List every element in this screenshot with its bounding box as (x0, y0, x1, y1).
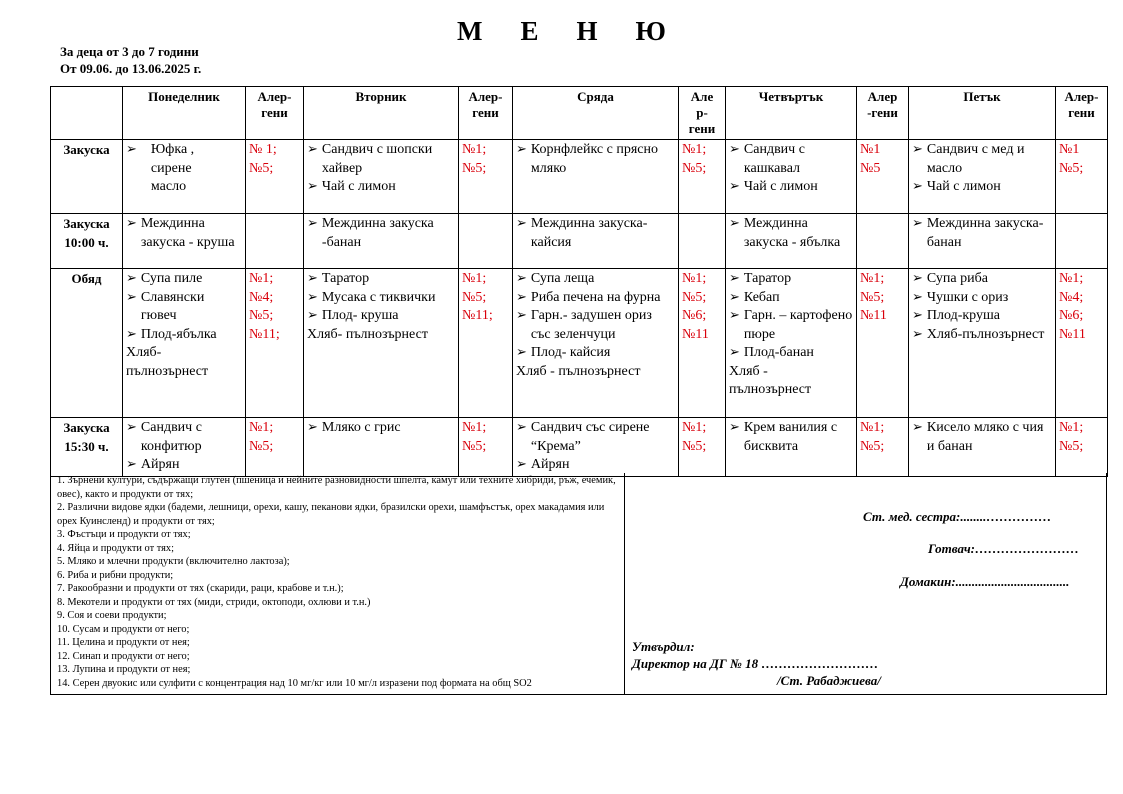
legend-item: 13. Лупина и продукти от нея; (57, 664, 191, 675)
legend-item: 3. Фъстъци и продукти от тях; (57, 529, 191, 540)
arrow-bullet-icon (307, 307, 318, 326)
arrow-bullet-icon (912, 215, 923, 252)
menu-cell (123, 269, 246, 418)
arrow-bullet-icon (307, 215, 318, 252)
menu-cell (513, 140, 679, 214)
allergen-cell (679, 214, 726, 269)
menu-item-text: Славянски гювеч (140, 289, 205, 323)
arrow-bullet-icon (729, 419, 740, 456)
menu-cell (513, 214, 679, 269)
legend-item: 10. Сусам и продукти от него; (57, 623, 190, 635)
page-title: МЕНЮ (457, 16, 704, 46)
allergen-cell: №1 №5 (857, 140, 909, 214)
arrow-bullet-icon (516, 456, 527, 475)
menu-item-text: Супа риба (926, 271, 988, 286)
director-signature: Директор на ДГ № 18 ……………………… (632, 656, 879, 671)
menu-item-text: Сандвич със сирене “Крема” (530, 420, 650, 454)
menu-item-text: Хляб-пълнозърнест (926, 326, 1045, 342)
arrow-bullet-icon (912, 307, 923, 326)
menu-item-text: Риба печена на фурна (530, 289, 661, 305)
menu-item (126, 419, 242, 456)
arrow-bullet-icon (307, 141, 318, 178)
menu-item-text: Сандвич с шопски хайвер (321, 142, 433, 176)
menu-item (126, 326, 242, 345)
menu-item-text: Междинна закуска - круша (140, 216, 235, 250)
menu-item-text: Сандвич с конфитюр (140, 420, 202, 454)
age-group-subtitle: За деца от 3 до 7 години (60, 44, 199, 59)
header-thursday: Четвъртък (726, 87, 857, 140)
header-allergens-monday: Алер- гени (246, 87, 304, 140)
meal-row (51, 418, 1108, 477)
meal-row (51, 140, 1108, 214)
arrow-bullet-icon (307, 178, 318, 197)
menu-item (729, 178, 853, 197)
legend-item: 9. Соя и соеви продукти; (57, 610, 167, 621)
menu-cell (726, 418, 857, 477)
meal-row (51, 269, 1108, 418)
menu-item (516, 419, 675, 456)
menu-table (50, 86, 1108, 477)
menu-item-text: Юфка , сирене масло (150, 142, 195, 194)
menu-item-text: Таратор (743, 271, 792, 286)
menu-item-text: Чай с лимон (321, 179, 396, 194)
meal-label: Обяд (51, 269, 123, 418)
menu-item (516, 307, 675, 344)
menu-item-text: Плод-банан (743, 345, 814, 360)
menu-item-text: Плод-круша (926, 308, 1000, 323)
allergen-cell: №1; №5; (857, 418, 909, 477)
menu-cell (304, 269, 459, 418)
menu-item-tail: Хляб - пълнозърнест (729, 363, 812, 397)
legend-item: 14. Серен двуокис или сулфити с концентрация над 10 мг/кг или 10 мг/л изразени под формата на общ SO2 (57, 677, 532, 689)
allergen-cell: №1; №5; №6; №11 (679, 269, 726, 418)
legend-item: 5. Мляко и млечни продукти (включително лактоза); (57, 556, 290, 567)
menu-cell (726, 214, 857, 269)
menu-item-text: Супа пиле (140, 271, 203, 286)
menu-cell (909, 140, 1056, 214)
footer-section (50, 473, 1107, 695)
meal-row (51, 214, 1108, 269)
menu-item (729, 270, 853, 289)
arrow-bullet-icon (912, 141, 923, 178)
menu-item (126, 289, 242, 326)
menu-item (912, 326, 1052, 345)
allergen-cell: №1; №5; (246, 418, 304, 477)
menu-item (516, 215, 675, 252)
menu-item (126, 141, 242, 197)
menu-cell (726, 269, 857, 418)
menu-item-text: Сандвич с мед и масло (926, 142, 1025, 176)
header-allergens-thursday: Алер -гени (857, 87, 909, 140)
allergen-cell: №1; №5; (679, 418, 726, 477)
arrow-bullet-icon (729, 270, 740, 289)
menu-item-text: Чушки с ориз (926, 289, 1009, 305)
menu-item (126, 215, 242, 252)
arrow-bullet-icon (516, 289, 527, 308)
arrow-bullet-icon (912, 289, 923, 308)
legend-item: 1. Зърнени култури, съдържащи глутен (пшеница и нейните разновидности шпелта, камут или техните хибриди, ръж, ечемик, овес), както и продукти от тях; (57, 475, 616, 500)
nurse-signature: Ст. мед. сестра:........…………… (863, 509, 1052, 524)
arrow-bullet-icon (126, 419, 137, 456)
menu-item-text: Корнфлейкс с прясно мляко (530, 142, 658, 176)
allergen-cell: №1; №4; №5; №11; (246, 269, 304, 418)
allergen-legend (51, 473, 625, 694)
director-name: /Ст. Рабаджиева/ (777, 673, 881, 688)
meal-label: Закуска (51, 140, 123, 214)
menu-item-text: Гарн. – картофено пюре (743, 308, 853, 342)
header-wednesday: Сряда (513, 87, 679, 140)
menu-item-text: Супа леща (530, 271, 595, 286)
menu-item-text: Крем ванилия с бисквита (743, 420, 838, 454)
menu-item-text: Плод- круша (321, 308, 399, 323)
menu-item (516, 456, 675, 475)
allergen-cell: №1; №4; №6; №11 (1056, 269, 1108, 418)
arrow-bullet-icon (126, 289, 137, 326)
allergen-cell: № 1; №5; (246, 140, 304, 214)
allergen-cell (459, 214, 513, 269)
menu-item (912, 178, 1052, 197)
menu-item (912, 419, 1052, 456)
menu-item (516, 270, 675, 289)
menu-item-text: Кебап (743, 289, 780, 305)
menu-item (307, 215, 455, 252)
menu-item (126, 456, 242, 475)
legend-item: 12. Синап и продукти от него; (57, 650, 190, 662)
allergen-cell: №1; №5; (1056, 418, 1108, 477)
menu-item-text: Плод- кайсия (530, 345, 611, 360)
allergen-cell (857, 214, 909, 269)
menu-item (729, 307, 853, 344)
arrow-bullet-icon (126, 270, 137, 289)
date-range-subtitle: От 09.06. до 13.06.2025 г. (60, 61, 202, 76)
menu-item-text: Междинна закуска -банан (321, 216, 434, 250)
menu-item (307, 419, 455, 438)
menu-item (729, 215, 853, 252)
menu-item (729, 141, 853, 178)
header-allergens-tuesday: Алер- гени (459, 87, 513, 140)
menu-cell (304, 140, 459, 214)
menu-item (307, 178, 455, 197)
menu-item-text: Мусака с тиквички (321, 289, 436, 305)
header-allergens-friday: Алер- гени (1056, 87, 1108, 140)
menu-item (912, 270, 1052, 289)
menu-item-text: Мляко с грис (321, 420, 401, 435)
menu-item-text: Кисело мляко с чия и банан (926, 420, 1044, 454)
menu-item-text: Таратор (321, 271, 370, 286)
menu-item-text: Айрян (140, 457, 180, 472)
menu-item (729, 289, 853, 308)
menu-item (307, 270, 455, 289)
menu-cell (909, 418, 1056, 477)
arrow-bullet-icon (912, 419, 923, 456)
menu-cell (513, 418, 679, 477)
arrow-bullet-icon (912, 178, 923, 197)
legend-item: 8. Мекотели и продукти от тях (миди, стриди, октоподи, охлюви и т.н.) (57, 596, 371, 608)
menu-item-text: Чай с лимон (743, 179, 818, 194)
menu-item (729, 344, 853, 363)
arrow-bullet-icon (126, 326, 137, 345)
menu-item-text: Айрян (530, 457, 570, 472)
legend-item: 4. Яйца и продукти от тях; (57, 542, 175, 554)
arrow-bullet-icon (516, 141, 527, 178)
header-tuesday: Вторник (304, 87, 459, 140)
legend-item: 7. Ракообразни и продукти от тях (скариди, раци, крабове и т.н.); (57, 583, 344, 594)
allergen-cell: №1; №5; №11; (459, 269, 513, 418)
menu-item (516, 344, 675, 363)
meal-label: Закуска 10:00 ч. (51, 214, 123, 269)
meal-label: Закуска 15:30 ч. (51, 418, 123, 477)
arrow-bullet-icon (307, 270, 318, 289)
corner-cell (51, 87, 123, 140)
header-allergens-wednesday: Але р- гени (679, 87, 726, 140)
arrow-bullet-icon (729, 178, 740, 197)
menu-cell (909, 214, 1056, 269)
arrow-bullet-icon (126, 215, 137, 252)
menu-item (729, 419, 853, 456)
menu-item-text: Междинна закуска-банан (926, 216, 1044, 250)
menu-cell (726, 140, 857, 214)
menu-item-text: Плод-ябълка (140, 326, 217, 342)
menu-item (912, 215, 1052, 252)
arrow-bullet-icon (729, 344, 740, 363)
allergen-cell: №1 №5; (1056, 140, 1108, 214)
menu-item-text: Междинна закуска-кайсия (530, 216, 648, 250)
menu-cell (909, 269, 1056, 418)
menu-item (516, 289, 675, 308)
menu-item (912, 289, 1052, 308)
header-row (51, 87, 1108, 140)
menu-body (51, 140, 1108, 477)
arrow-bullet-icon (516, 344, 527, 363)
arrow-bullet-icon (516, 215, 527, 252)
menu-item (516, 141, 675, 178)
arrow-bullet-icon (126, 456, 137, 475)
legend-item: 2. Различни видове ядки (бадеми, лешници, орехи, кашу, пеканови ядки, бразилски орехи, шамфъстък, орех макадамия или орех Куинсленд) и продукти от тях; (57, 502, 605, 527)
arrow-bullet-icon (912, 270, 923, 289)
arrow-bullet-icon (307, 419, 318, 438)
menu-item-text: Чай с лимон (926, 179, 1001, 194)
legend-item: 11. Целина и продукти от нея; (57, 637, 190, 648)
menu-cell (123, 140, 246, 214)
approved-label: Утвърдил: (632, 639, 695, 654)
menu-item-text: Сандвич с кашкавал (743, 142, 805, 176)
menu-cell (123, 418, 246, 477)
legend-item: 6. Риба и рибни продукти; (57, 569, 174, 581)
menu-item (912, 307, 1052, 326)
menu-item-text: Междинна закуска - ябълка (743, 216, 841, 250)
allergen-cell: №1; №5; №11 (857, 269, 909, 418)
arrow-bullet-icon (516, 419, 527, 456)
housekeeper-signature: Домакин:................................... (900, 574, 1070, 589)
arrow-bullet-icon (516, 270, 527, 289)
allergen-cell: №1; №5; (459, 140, 513, 214)
arrow-bullet-icon (729, 289, 740, 308)
header-friday: Петък (909, 87, 1056, 140)
arrow-bullet-icon (126, 141, 137, 197)
cook-signature: Готвач:…………………… (928, 541, 1079, 556)
arrow-bullet-icon (729, 215, 740, 252)
menu-cell (513, 269, 679, 418)
menu-item (307, 141, 455, 178)
arrow-bullet-icon (729, 141, 740, 178)
menu-item-tail: Хляб- пълнозърнест (307, 326, 428, 342)
arrow-bullet-icon (912, 326, 923, 345)
menu-item-tail: Хляб - пълнозърнест (516, 363, 641, 379)
allergen-cell (246, 214, 304, 269)
arrow-bullet-icon (516, 307, 527, 344)
menu-item-text: Гарн.- задушен ориз със зеленчуци (530, 308, 652, 342)
allergen-cell (1056, 214, 1108, 269)
menu-item (307, 289, 455, 308)
menu-cell (304, 214, 459, 269)
menu-item-tail: Хляб-пълнозърнест (126, 345, 209, 379)
allergen-cell: №1; №5; (459, 418, 513, 477)
menu-item (307, 307, 455, 326)
header-monday: Понеделник (123, 87, 246, 140)
arrow-bullet-icon (307, 289, 318, 308)
menu-cell (304, 418, 459, 477)
menu-item (126, 270, 242, 289)
menu-item (912, 141, 1052, 178)
allergen-cell: №1; №5; (679, 140, 726, 214)
arrow-bullet-icon (729, 307, 740, 344)
menu-cell (123, 214, 246, 269)
